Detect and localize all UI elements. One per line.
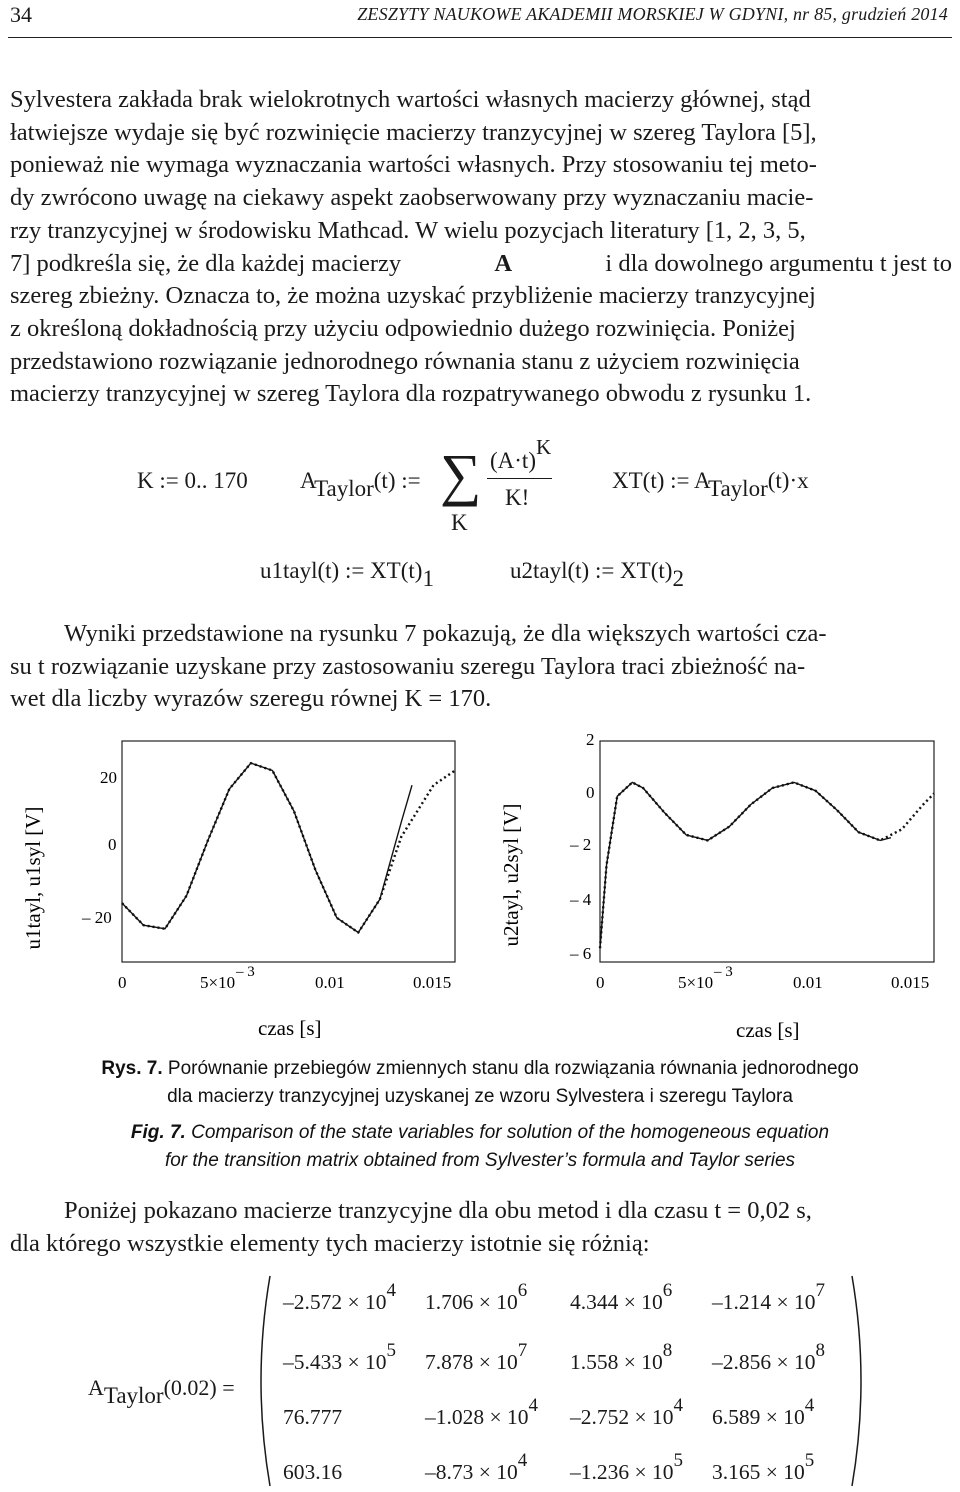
eq-subscript: Taylor	[314, 476, 374, 501]
eq-exponent: K	[535, 435, 552, 459]
matrix-exponent: 5	[804, 1450, 815, 1471]
x-tick-label: 0.01	[315, 973, 345, 992]
right-bracket	[852, 1276, 861, 1486]
y-tick-label: – 2	[570, 835, 592, 854]
matrix-exponent: 6	[662, 1280, 673, 1301]
matrix-mantissa: –5.433 × 10	[283, 1350, 387, 1374]
y-tick-label: 0	[108, 835, 117, 854]
caption-line	[0, 1055, 960, 1083]
matrix-exponent: 4	[528, 1395, 539, 1416]
y-tick-label: – 4	[570, 890, 592, 909]
matrix-cell	[712, 1450, 815, 1485]
chart-u2	[480, 725, 960, 1050]
y-axis-label: u2tayl, u2syl [V]	[499, 803, 523, 947]
series-line-1	[122, 763, 412, 932]
matrix-mantissa: 6.589 × 10	[712, 1405, 805, 1429]
x-axis-label: czas [s]	[258, 1016, 322, 1040]
matrix-cell	[712, 1340, 826, 1375]
text-line: Wyniki przedstawione na rysunku 7 pokazują, że dla większych wartości cza-	[64, 620, 827, 647]
u2-definition	[510, 558, 684, 591]
matrix-mantissa: 4.344 × 10	[570, 1290, 663, 1314]
eq-subscript: 1	[422, 566, 434, 591]
left-bracket	[261, 1276, 270, 1486]
chart-u1	[0, 725, 480, 1050]
matrix-mantissa: 7.878 × 10	[425, 1350, 518, 1374]
eq-symbol: XT(t) := A	[612, 468, 709, 493]
x-axis-label: czas [s]	[736, 1018, 800, 1042]
paragraph-2	[10, 618, 952, 716]
x-tick-label: 0.01	[793, 973, 823, 992]
matrix-exponent: 5	[673, 1450, 684, 1471]
x-tick-exponent: – 3	[236, 964, 255, 980]
matrix-exponent: 4	[386, 1280, 397, 1301]
matrix-mantissa: 1.706 × 10	[425, 1290, 518, 1314]
matrix-exponent: 8	[662, 1340, 673, 1361]
matrix-mantissa: –1.028 × 10	[425, 1405, 529, 1429]
matrix-mantissa: –1.214 × 10	[712, 1290, 816, 1314]
sum-symbol: ∑	[440, 442, 482, 507]
caption-label: Fig. 7.	[130, 1122, 186, 1143]
eq-numerator: (A·t)	[490, 448, 536, 473]
matrix-mantissa: 1.558 × 10	[570, 1350, 663, 1374]
series-line-2	[122, 763, 455, 932]
eq-arg: (0.02) =	[163, 1375, 235, 1400]
matrix-exponent: 4	[673, 1395, 684, 1416]
matrix-cell	[283, 1460, 342, 1485]
matrix-exponent: 5	[386, 1340, 397, 1361]
text-line: z określoną dokładnością przy użyciu odpowiednio dużego rozwinięcia. Poniżej	[10, 314, 796, 342]
matrix-exponent: 6	[517, 1280, 528, 1301]
eq-text: u2tayl(t) := XT(t)	[510, 558, 673, 583]
caption-line: dla macierzy tranzycyjnej uzyskanej ze wzoru Sylvestera i szeregu Taylora	[167, 1086, 793, 1107]
text-line: Sylvestera zakłada brak wielokrotnych wartości własnych macierzy głównej, stąd	[10, 86, 811, 113]
caption-line	[0, 1119, 960, 1147]
matrix-mantissa: 603.16	[283, 1460, 343, 1484]
y-tick-label: 20	[100, 768, 117, 787]
eq-subscript: Taylor	[708, 476, 768, 501]
series-line-2	[600, 782, 934, 948]
caption-line: for the transition matrix obtained from Sylvester’s formula and Taylor series	[164, 1150, 796, 1171]
matrix-cell	[425, 1340, 528, 1375]
matrix-mantissa: 3.165 × 10	[712, 1460, 805, 1484]
x-tick-label: 0.015	[891, 973, 930, 992]
y-tick-label: – 6	[570, 944, 592, 963]
fraction-bar	[487, 478, 552, 479]
eq-subscript: Taylor	[103, 1383, 164, 1408]
matrix-cell	[570, 1395, 684, 1430]
matrix-exponent: 7	[815, 1280, 826, 1301]
text-line: dy zwrócono uwagę na ciekawy aspekt zaobserwowany przy wyznaczaniu macie-	[10, 184, 814, 212]
matrix-symbol: A	[494, 249, 513, 277]
text-fragment: 7] podkreśla się, że dla każdej macierzy	[10, 249, 402, 277]
y-tick-label: 2	[586, 730, 595, 749]
matrix-cell	[425, 1450, 528, 1485]
matrix-cell	[283, 1280, 397, 1315]
matrix-cell	[712, 1280, 826, 1315]
x-tick-label: 5×10	[678, 973, 714, 992]
paragraph-3	[10, 1195, 952, 1260]
figure-caption-en	[0, 1119, 960, 1175]
u1-definition	[260, 558, 434, 591]
eq-text: u1tayl(t) := XT(t)	[260, 558, 423, 583]
x-tick-label: 0	[118, 973, 127, 992]
text-line: wet dla liczby wyrazów szeregu równej K = 170.	[10, 685, 492, 713]
matrix-mantissa: –2.856 × 10	[712, 1350, 816, 1374]
text-line: su t rozwiązanie uzyskane przy zastosowaniu szeregu Taylora traci zbieżność na-	[10, 652, 806, 680]
text-line: łatwiejsze wydaje się być rozwinięcie macierzy tranzycyjnej w szereg Taylora [5],	[10, 118, 817, 146]
matrix-exponent: 8	[815, 1340, 826, 1361]
figure-caption-pl	[0, 1055, 960, 1111]
matrix-cell	[283, 1405, 342, 1430]
header-rule	[8, 37, 952, 38]
eq-arg: (t) :=	[373, 468, 421, 493]
matrix-mantissa: 76.777	[283, 1405, 343, 1429]
sum-index: K	[451, 510, 468, 535]
x-tick-label: 0	[596, 973, 605, 992]
matrix-cell	[712, 1395, 815, 1430]
text-line: szereg zbieżny. Oznacza to, że można uzyskać przybliżenie macierzy tranzycyjnej	[10, 282, 816, 310]
x-tick-label: 0.015	[413, 973, 452, 992]
caption-text: Porównanie przebiegów zmiennych stanu dla rozwiązania równania jednorodnego	[167, 1058, 859, 1079]
eq-subscript: 2	[672, 566, 684, 591]
matrix-cell	[283, 1340, 397, 1375]
paragraph-1	[10, 84, 952, 411]
text-line: dla którego wszystkie elementy tych macierzy istotnie się różnią:	[10, 1229, 650, 1257]
plot-frame	[600, 741, 934, 962]
matrix-cell	[570, 1280, 673, 1315]
text-line: ponieważ nie wymaga wyznaczania wartości własnych. Przy stosowaniu tej meto-	[10, 151, 817, 179]
text-line: Poniżej pokazano macierze tranzycyjne dla obu metod i dla czasu t = 0,02 s,	[64, 1197, 812, 1224]
x-tick-exponent: – 3	[714, 964, 733, 980]
text-fragment: i dla dowolnego argumentu t jest to	[605, 249, 952, 277]
matrix-cell	[425, 1395, 539, 1430]
caption-text: Comparison of the state variables for solution of the homogeneous equation	[191, 1122, 830, 1143]
fraction-numerator	[490, 435, 552, 474]
plot-frame	[122, 741, 455, 962]
matrix-cell	[570, 1450, 684, 1485]
matrix-mantissa: –2.572 × 10	[283, 1290, 387, 1314]
eq-symbol: A	[300, 468, 315, 493]
page-number: 34	[10, 2, 32, 27]
matrix-cell	[570, 1340, 673, 1375]
series-line-1	[600, 782, 891, 948]
taylor-definition-lhs	[300, 468, 421, 501]
matrix-exponent: 7	[517, 1340, 528, 1361]
matrix-cell	[425, 1280, 528, 1315]
matrix-exponent: 4	[517, 1450, 528, 1471]
journal-header: ZESZYTY NAUKOWE AKADEMII MORSKIEJ W GDYNI, nr 85, grudzień 2014	[357, 4, 948, 24]
eq-symbol: A	[88, 1375, 104, 1400]
matrix-mantissa: –1.236 × 10	[570, 1460, 674, 1484]
matrix-mantissa: –8.73 × 10	[425, 1460, 518, 1484]
text-line: przedstawiono rozwiązanie jednorodnego równania stanu z użyciem rozwinięcia	[10, 347, 800, 375]
eq-arg: (t)·x	[767, 468, 809, 493]
y-axis-label: u1tayl, u1syl [V]	[21, 806, 45, 950]
y-tick-label: 0	[586, 783, 595, 802]
y-tick-label: – 20	[82, 908, 112, 927]
text-line: macierzy tranzycyjnej w szereg Taylora dla rozpatrywanego obwodu z rysunku 1.	[10, 380, 812, 408]
xt-definition	[612, 468, 809, 501]
k-range-equation: K := 0.. 170	[137, 468, 248, 493]
text-line	[10, 248, 952, 281]
caption-label: Rys. 7.	[101, 1058, 163, 1079]
matrix-mantissa: –2.752 × 10	[570, 1405, 674, 1429]
text-line: rzy tranzycyjnej w środowisku Mathcad. W wielu pozycjach literatury [1, 2, 3, 5,	[10, 216, 806, 244]
fraction-denominator: K!	[505, 485, 530, 510]
matrix-exponent: 4	[804, 1395, 815, 1416]
x-tick-label: 5×10	[200, 973, 236, 992]
